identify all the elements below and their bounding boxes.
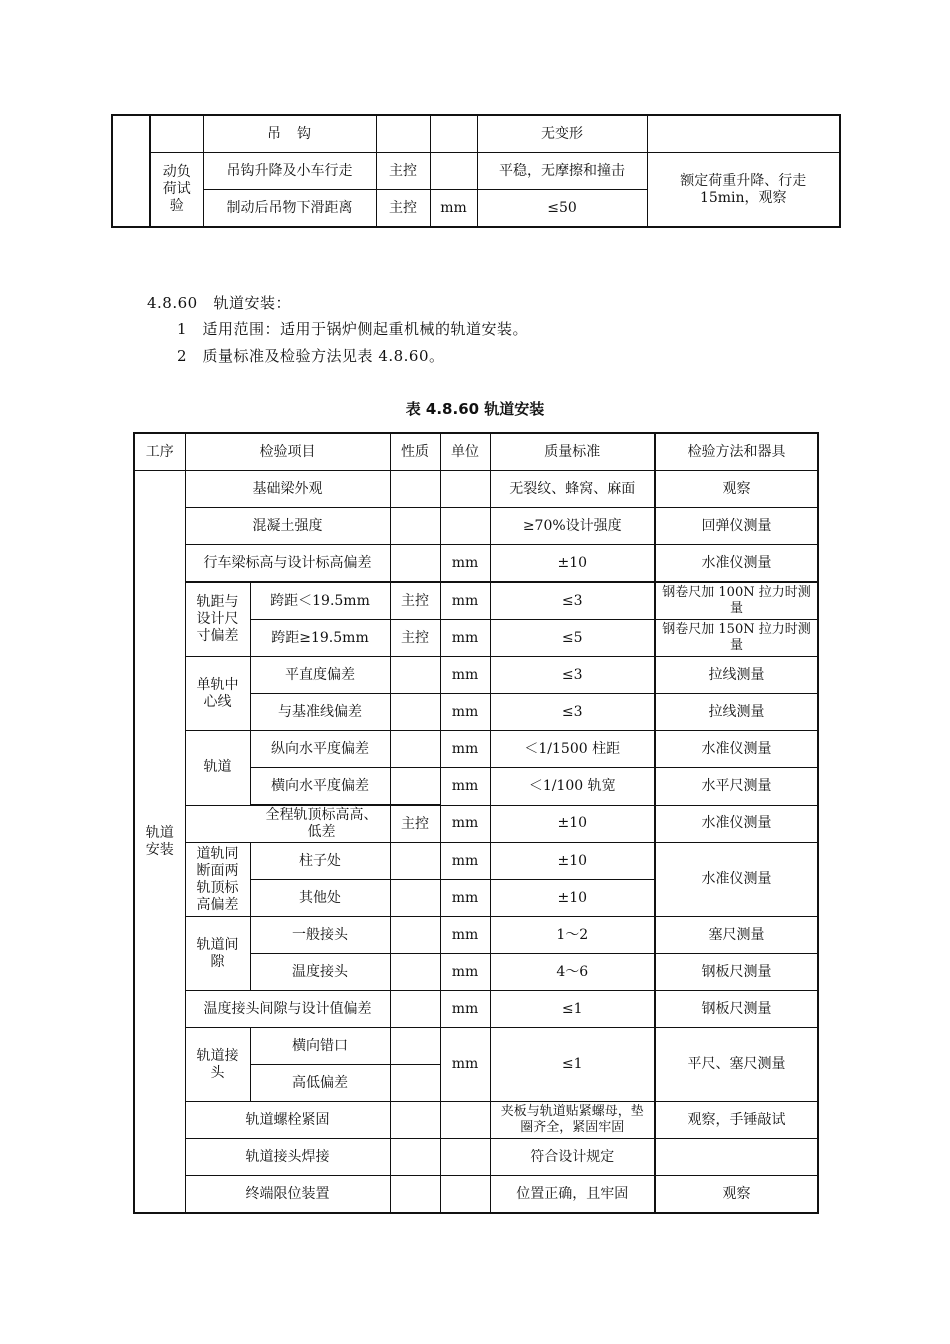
method-cell: 钢卷尺加 100N 拉力时测量 <box>655 582 818 620</box>
table-row <box>134 843 818 880</box>
table-row <box>134 917 818 954</box>
standard-cell: ≤3 <box>490 694 655 731</box>
table-row <box>112 153 840 190</box>
method-cell: 平尺、塞尺测量 <box>655 1028 818 1102</box>
blank-process-cell <box>112 115 150 227</box>
method-cell: 观察 <box>655 1176 818 1214</box>
standard-cell: ＜1/1500 柱距 <box>490 731 655 768</box>
standard-cell: 4～6 <box>490 954 655 991</box>
item-cell: 全程轨顶标高高、低差 <box>185 805 390 843</box>
section-number: 4.8.60 <box>147 294 198 312</box>
item-cell: 基础梁外观 <box>185 471 390 508</box>
item-cell: 温度接头 <box>250 954 390 991</box>
item-cell: 吊钩升降及小车行走 <box>203 153 376 190</box>
unit-cell: mm <box>440 768 490 806</box>
standard-cell: 位置正确，且牢固 <box>490 1176 655 1214</box>
table-row <box>134 582 818 620</box>
standard-cell: 平稳，无摩擦和撞击 <box>477 153 647 190</box>
nature-cell: 主控 <box>390 582 440 620</box>
table-row <box>134 991 818 1028</box>
method-cell: 钢板尺测量 <box>655 991 818 1028</box>
standard-cell: 无裂纹、蜂窝、麻面 <box>490 471 655 508</box>
method-cell: 拉线测量 <box>655 657 818 694</box>
item-cell: 温度接头间隙与设计值偏差 <box>185 991 390 1028</box>
unit-cell: mm <box>440 620 490 657</box>
unit-cell: mm <box>430 190 477 228</box>
unit-cell: mm <box>440 805 490 843</box>
standard-cell: ≤5 <box>490 620 655 657</box>
item-cell: 跨距≥19.5mm <box>250 620 390 657</box>
header-unit: 单位 <box>440 433 490 471</box>
table-row <box>134 1139 818 1176</box>
item-cell: 高低偏差 <box>250 1065 390 1102</box>
method-cell: 水准仪测量 <box>655 805 818 843</box>
item-cell: 横向水平度偏差 <box>250 768 390 806</box>
group-cell: 轨道 <box>185 731 250 806</box>
header-nature: 性质 <box>390 433 440 471</box>
unit-cell: mm <box>440 880 490 917</box>
standard-cell: 符合设计规定 <box>490 1139 655 1176</box>
standard-cell: ≤3 <box>490 657 655 694</box>
standard-cell: 夹板与轨道贴紧螺母，垫圈齐全，紧固牢固 <box>490 1102 655 1139</box>
section-item-1: 1 适用范围：适用于锅炉侧起重机械的轨道安装。 <box>177 320 529 338</box>
table-row <box>134 805 818 843</box>
method-cell: 回弹仪测量 <box>655 508 818 545</box>
method-cell: 拉线测量 <box>655 694 818 731</box>
group-cell: 道轨同断面两轨顶标高偏差 <box>185 843 250 917</box>
method-cell: 塞尺测量 <box>655 917 818 954</box>
standard-cell: ≤1 <box>490 991 655 1028</box>
unit-cell: mm <box>440 954 490 991</box>
item-cell: 吊 钩 <box>203 115 376 153</box>
table-header-row <box>134 433 818 471</box>
item-cell: 一般接头 <box>250 917 390 954</box>
item-cell: 横向错口 <box>250 1028 390 1065</box>
table-row <box>134 545 818 583</box>
group-cell: 轨道间隙 <box>185 917 250 991</box>
section-title: 轨道安装： <box>213 294 292 312</box>
item-cell: 其他处 <box>250 880 390 917</box>
nature-cell: 主控 <box>390 620 440 657</box>
method-cell: 水平尺测量 <box>655 768 818 806</box>
table-row <box>134 1102 818 1139</box>
item-cell: 轨道螺栓紧固 <box>185 1102 390 1139</box>
header-process: 工序 <box>134 433 185 471</box>
nature-cell: 主控 <box>390 805 440 843</box>
group-cell: 动负荷试验 <box>150 153 203 228</box>
table-row <box>134 731 818 768</box>
unit-cell: mm <box>440 694 490 731</box>
table-row <box>134 508 818 545</box>
header-method: 检验方法和器具 <box>655 433 818 471</box>
method-cell: 水准仪测量 <box>655 843 818 917</box>
standard-cell: ±10 <box>490 545 655 583</box>
nature-cell: 主控 <box>376 153 430 190</box>
unit-cell: mm <box>440 843 490 880</box>
section-item-2: 2 质量标准及检验方法见表 4.8.60。 <box>177 347 445 365</box>
section-heading <box>147 292 291 313</box>
item-cell: 跨距＜19.5mm <box>250 582 390 620</box>
unit-cell: mm <box>440 1028 490 1102</box>
item-cell: 平直度偏差 <box>250 657 390 694</box>
standard-cell: ±10 <box>490 880 655 917</box>
method-cell: 额定荷重升降、行走15min，观察 <box>647 153 840 228</box>
item-cell: 终端限位装置 <box>185 1176 390 1214</box>
method-cell: 水准仪测量 <box>655 545 818 583</box>
group-cell: 轨距与设计尺寸偏差 <box>185 582 250 657</box>
table-row <box>134 471 818 508</box>
item-cell: 与基准线偏差 <box>250 694 390 731</box>
table-row <box>134 657 818 694</box>
item-cell: 混凝土强度 <box>185 508 390 545</box>
item-cell: 行车梁标高与设计标高偏差 <box>185 545 390 583</box>
standard-cell: ±10 <box>490 805 655 843</box>
unit-cell: mm <box>440 582 490 620</box>
header-item: 检验项目 <box>185 433 390 471</box>
table-title: 表 4.8.60 轨道安装 <box>405 400 545 418</box>
nature-cell: 主控 <box>376 190 430 228</box>
standard-cell: ≥70%设计强度 <box>490 508 655 545</box>
item-cell: 柱子处 <box>250 843 390 880</box>
table-row <box>134 1028 818 1065</box>
method-cell: 钢板尺测量 <box>655 954 818 991</box>
item-cell: 制动后吊物下滑距离 <box>203 190 376 228</box>
standard-cell: ±10 <box>490 843 655 880</box>
header-standard: 质量标准 <box>490 433 655 471</box>
method-cell: 观察，手锤敲试 <box>655 1102 818 1139</box>
blank-group-cell <box>150 115 203 153</box>
standard-cell: 无变形 <box>477 115 647 153</box>
item-cell: 纵向水平度偏差 <box>250 731 390 768</box>
continued-inspection-table <box>111 114 841 228</box>
table-row <box>134 1176 818 1214</box>
table-row <box>112 115 840 153</box>
process-cell: 轨道安装 <box>134 471 185 1214</box>
unit-cell: mm <box>440 917 490 954</box>
standard-cell: ≤3 <box>490 582 655 620</box>
standard-cell: ≤50 <box>477 190 647 228</box>
unit-cell: mm <box>440 731 490 768</box>
unit-cell: mm <box>440 545 490 583</box>
unit-cell: mm <box>440 991 490 1028</box>
track-installation-table <box>133 432 819 1214</box>
method-cell: 水准仪测量 <box>655 731 818 768</box>
group-cell: 轨道接头 <box>185 1028 250 1102</box>
standard-cell: 1～2 <box>490 917 655 954</box>
unit-cell: mm <box>440 657 490 694</box>
standard-cell: ≤1 <box>490 1028 655 1102</box>
method-cell: 钢卷尺加 150N 拉力时测量 <box>655 620 818 657</box>
item-cell: 轨道接头焊接 <box>185 1139 390 1176</box>
method-cell: 观察 <box>655 471 818 508</box>
standard-cell: ＜1/100 轨宽 <box>490 768 655 806</box>
group-cell: 单轨中心线 <box>185 657 250 731</box>
